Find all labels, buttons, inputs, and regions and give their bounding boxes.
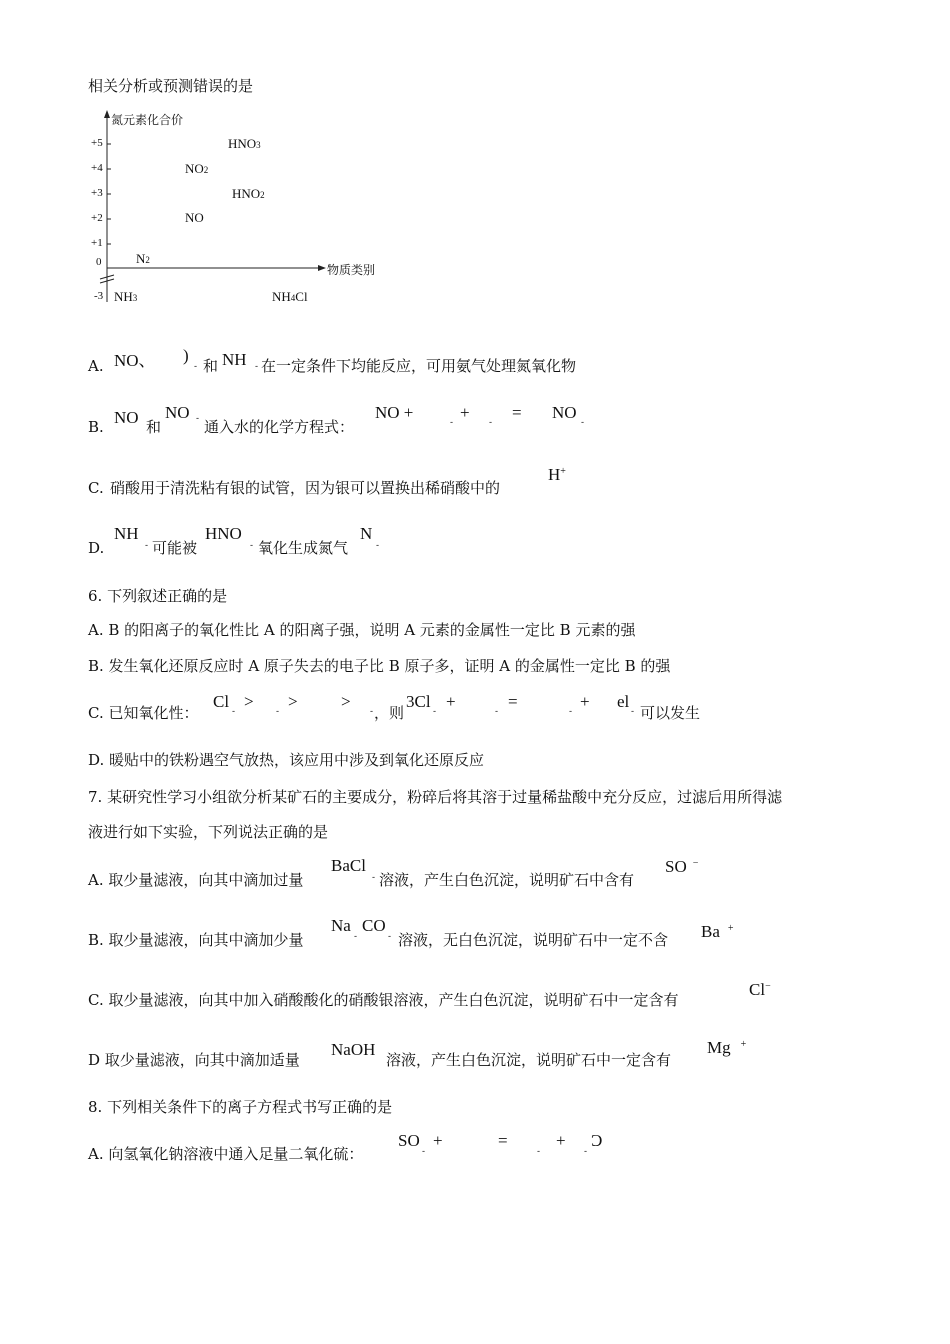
operator: = [508,692,518,711]
operator: > [288,692,298,711]
tick-label: 0 [96,256,102,268]
text: 溶液，产生白色沉淀，说明矿石中含有 [379,871,635,889]
species-no: NO [185,210,204,225]
ion: Mg + [707,1038,747,1057]
formula: NH [222,350,247,369]
subscript: - [450,418,454,428]
subscript: - [370,707,374,717]
text: 在一定条件下均能反应，可用氨气处理氮氧化物 [261,357,577,375]
operator: + [556,1131,566,1150]
option-5d-label: D. [88,539,105,557]
operator: = [498,1131,508,1150]
subscript: - [433,707,437,717]
option-7d-text: D 取少量滤液，向其中滴加适量 [88,1051,300,1069]
option-6a: A. B 的阳离子的氧化性比 A 的阳离子强，说明 A 元素的金属性一定比 B 元素的强 [88,621,636,639]
tick-label: +4 [91,162,103,174]
formula: BaCl [331,856,366,875]
species-hno3: HNO3 [228,136,261,151]
subscript: - [255,362,259,372]
subscript: - [194,362,198,372]
subscript: - [232,707,236,717]
formula: NO [165,403,190,422]
ion: Cl− [749,980,771,999]
equation-part: = [512,403,522,422]
option-5c-label: C. [88,479,104,497]
tick-label: +2 [91,212,103,224]
subscript: - [495,707,499,717]
text: 和 [146,418,162,436]
subscript: - [276,707,280,717]
option-6d: D. 暖贴中的铁粉遇空气放热，该应用中涉及到氧化还原反应 [88,751,485,769]
formula: CO [362,916,386,935]
text: 通入水的化学方程式： [204,418,355,436]
question-8-stem: 8. 下列相关条件下的离子方程式书写正确的是 [88,1098,393,1116]
text: 溶液，无白色沉淀，说明矿石中一定不含 [398,931,669,949]
option-7c-text: C. 取少量滤液，向其中加入硝酸酸化的硝酸银溶液，产生白色沉淀，说明矿石中一定含有 [88,991,679,1009]
formula: 3Cl [406,692,431,711]
text: 氧化生成氮气 [258,539,349,557]
formula: NH [114,524,139,543]
x-axis-label: 物质类别 [327,263,376,277]
formula: Cl [213,692,230,711]
operator: + [446,692,456,711]
text: 溶液，产生白色沉淀，说明矿石中一定含有 [386,1051,672,1069]
formula: NO [114,408,139,427]
text: 硝酸用于清洗粘有银的试管，因为银可以置换出稀硝酸中的 [110,479,501,497]
formula: NaOH [331,1040,376,1059]
subscript: - [631,707,635,717]
option-7b-text: B. 取少量滤液，向其中滴加少量 [88,931,304,949]
species-no2: NO2 [185,161,209,176]
subscript: - [376,541,380,551]
subscript: - [581,418,585,428]
subscript: - [489,418,493,428]
question-7-stem-line2: 液进行如下实验，下列说法正确的是 [88,823,329,841]
option-8a-text: A. 向氢氧化钠溶液中通入足量二氧化硫： [88,1145,364,1163]
question-7-stem-line1: 7. 某研究性学习小组欲分析某矿石的主要成分，粉碎后将其溶于过量稀盐酸中充分反应，过滤后用所得滤 [88,788,783,806]
tick-label: +3 [91,187,103,199]
formula: Na [331,916,351,935]
species-nh3: NH3 [114,289,138,304]
operator: + [433,1131,443,1150]
ion: SO − [665,857,699,876]
y-axis-label: 氮元素化合价 [111,113,184,127]
intro-text: 相关分析或预测错误的是 [88,77,254,95]
formula: N [360,524,373,543]
formula: HNO [205,524,242,543]
operator: > [341,692,351,711]
species-hno2: HNO2 [232,186,265,201]
ion: H+ [548,465,566,484]
tick-label: +1 [91,237,103,249]
subscript: - [422,1147,426,1157]
tick-label: -3 [94,290,104,302]
species-n2: N2 [136,251,150,266]
operator: > [244,692,254,711]
y-axis-arrow [104,110,110,118]
question-6-stem: 6. 下列叙述正确的是 [88,587,228,605]
formula: NO、 [114,351,156,370]
operator: + [580,692,590,711]
subscript: - [569,707,573,717]
option-7a-text: A. 取少量滤液，向其中滴加过量 [88,871,304,889]
subscript: - [584,1147,588,1157]
equation-part: NO + [375,403,414,422]
option-5b-label: B. [88,418,104,436]
species-nh4cl: NH4Cl [272,289,308,304]
formula: Ɔ [591,1131,603,1150]
equation-part: NO [552,403,577,422]
subscript: - [196,414,200,424]
option-6b: B. 发生氧化还原反应时 A 原子失去的电子比 B 原子多，证明 A 的金属性一定比 B 的强 [88,657,671,675]
ion: Ba + [701,922,734,941]
option-6c-prefix: C. 已知氧化性： [88,704,199,722]
text: ，则 [374,704,405,722]
formula: ) [183,346,189,365]
formula: SO [398,1131,420,1150]
tick-label: +5 [91,137,103,149]
x-axis-arrow [318,265,326,271]
subscript: - [537,1147,541,1157]
subscript: - [388,932,392,942]
text: 可能被 [152,539,198,557]
option-5a-label: A. [88,357,104,375]
subscript: - [145,541,149,551]
subscript: - [250,541,254,551]
text: 可以发生 [640,704,701,722]
formula: el [617,692,630,711]
text: 和 [203,357,219,375]
subscript: - [354,932,358,942]
equation-part: + [460,403,470,422]
subscript: - [372,873,376,883]
